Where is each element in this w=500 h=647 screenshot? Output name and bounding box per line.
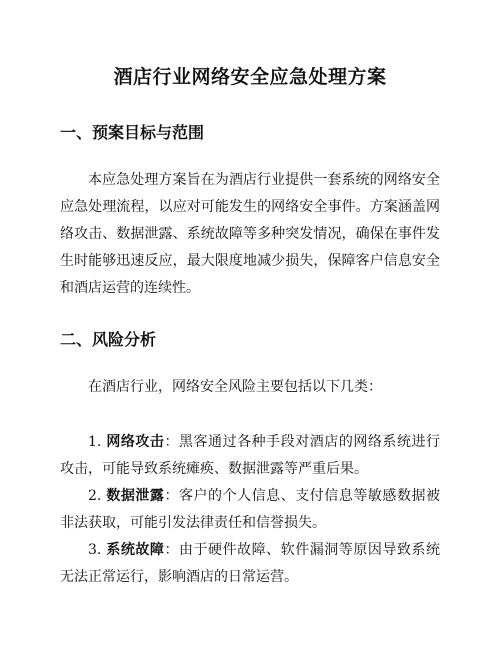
risk-item-1-number: 1. — [88, 434, 102, 450]
section-heading-risk: 二、风险分析 — [60, 330, 157, 349]
section-goals-paragraph: 本应急处理方案旨在为酒店行业提供一套系统的网络安全应急处理流程，以应对可能发生的网络安全事件。方案涵盖网络攻击、数据泄露、系统故障等多种突发情况，确保在事件发生时能够迅速反应，最大限度地减少损失，保障客户信息安全和酒店运营的连续性。 — [60, 172, 440, 296]
document-title: 酒店行业网络安全应急处理方案 — [113, 66, 387, 88]
risk-item-2 — [60, 483, 440, 537]
section-heading-goals: 一、预案目标与范围 — [60, 123, 205, 142]
risk-item-2-number: 2. — [88, 488, 102, 504]
risk-item-1-text: ：黑客通过各种手段对酒店的网络系统进行攻击，可能导致系统瘫痪、数据泄露等严重后果。 — [60, 434, 441, 477]
risk-item-3 — [60, 537, 440, 591]
risk-item-1-label: 网络攻击 — [106, 434, 165, 450]
risk-item-2-label: 数据泄露 — [106, 488, 165, 504]
risk-item-3-number: 3. — [88, 542, 102, 558]
risk-item-1 — [60, 429, 440, 483]
risk-item-2-text: ：客户的个人信息、支付信息等敏感数据被非法获取，可能引发法律责任和信誉损失。 — [60, 488, 441, 531]
risk-item-3-label: 系统故障 — [106, 542, 165, 558]
section-risk-intro: 在酒店行业，网络安全风险主要包括以下几类： — [88, 379, 382, 395]
risk-item-3-text: ：由于硬件故障、软件漏洞等原因导致系统无法正常运行，影响酒店的日常运营。 — [60, 542, 441, 585]
